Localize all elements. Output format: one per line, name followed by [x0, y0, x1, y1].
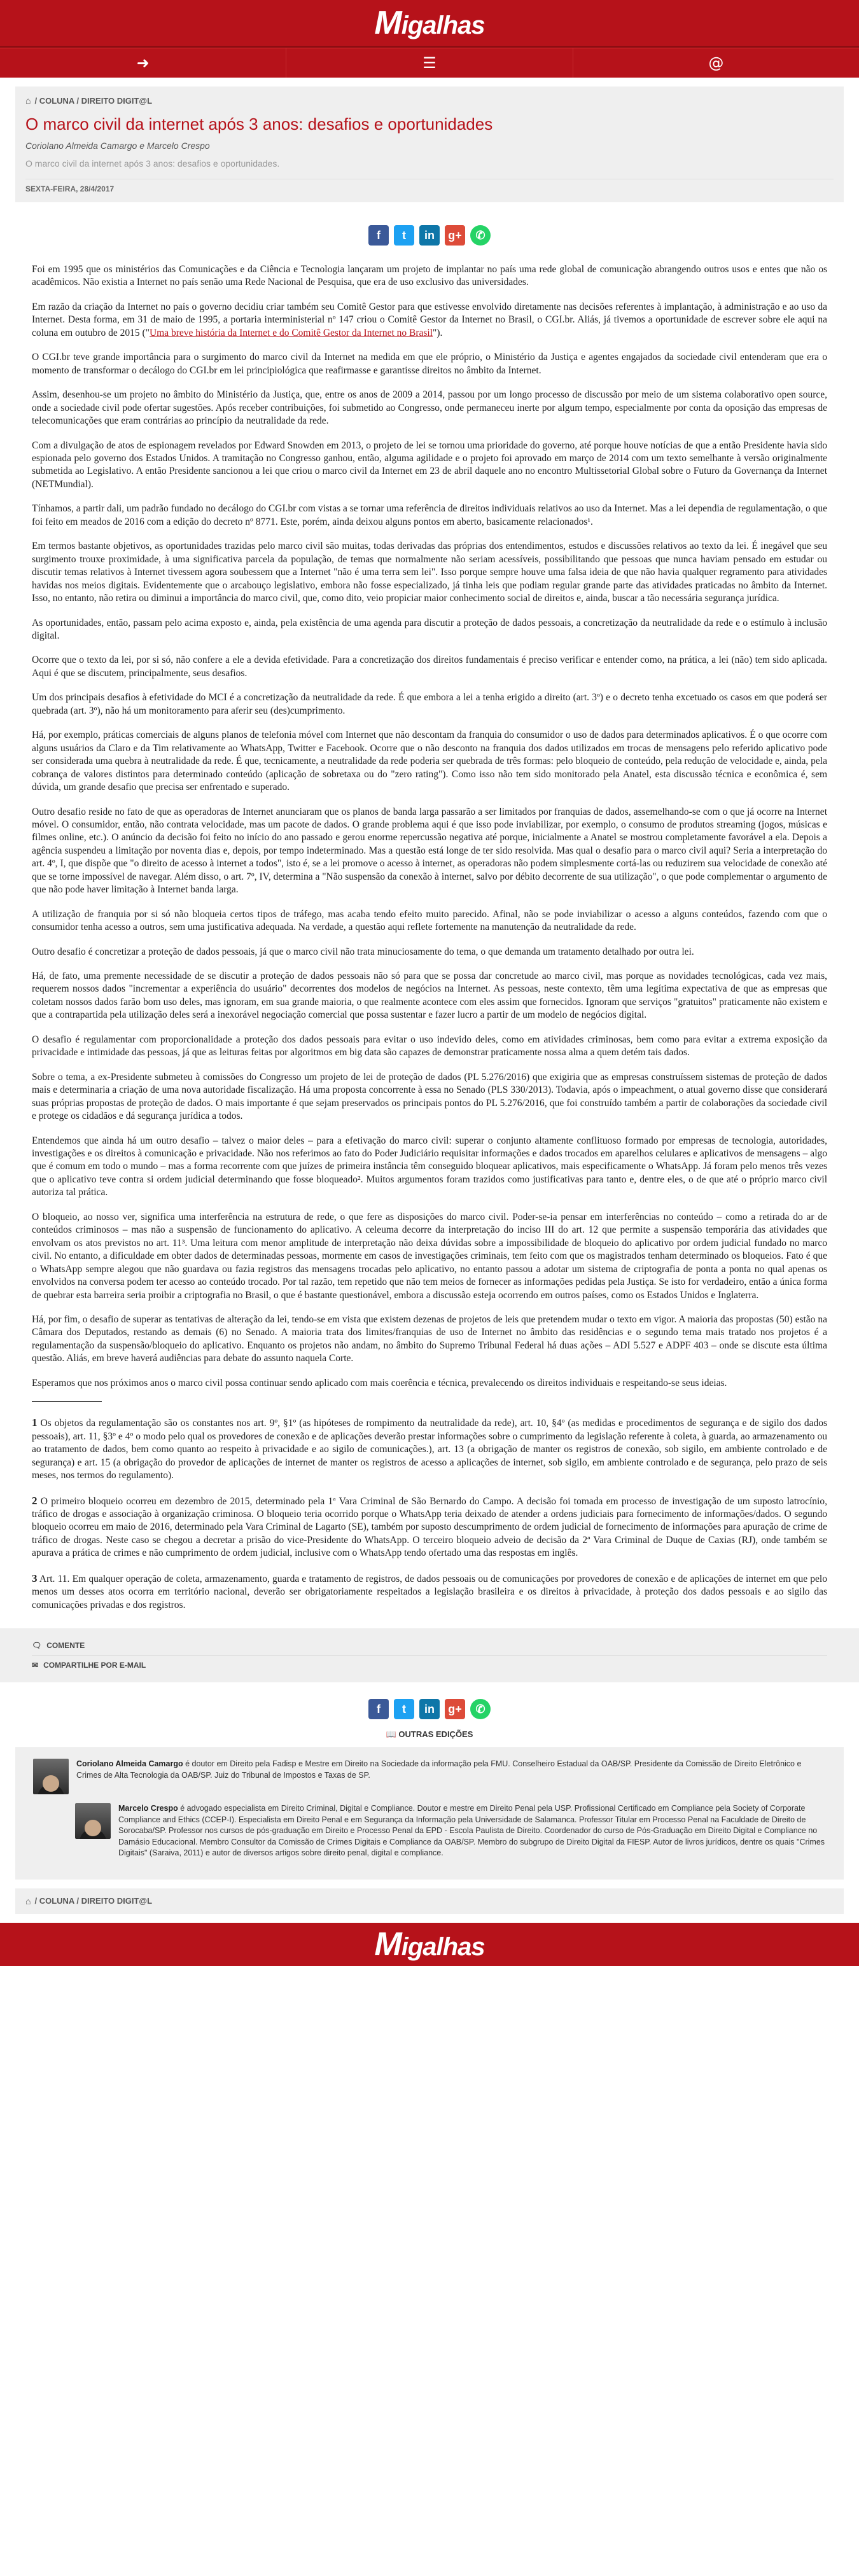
avatar — [75, 1803, 111, 1839]
paragraph-text: Em razão da criação da Internet no país o governo decidiu criar também seu Comitê Gestor para que estivesse envolvido diretamente nas decisões referentes à implantação, à administração e ao uso da Internet. Desta forma, em 31 de maio de 1995, a portaria interministerial nº 147 criou o Comitê Gestor da Internet no Brasil, o CGI.br. Aliás, já tivemos a oportunidade de escrever sobre ele aqui na coluna em outubro de 2015 (" — [32, 301, 827, 338]
paragraph: Há, de fato, uma premente necessidade de se discutir a proteção de dados pessoais não só para que se possa dar concretude ao marco civil, mas porque as novidades tecnológicas, cada vez mais, requerem nossos dados "incrementar a experiência do usuário" decorrentes dos modelos de negócios na Internet. As pessoas, neste contexto, têm uma legítima expectativa de que as empresas que coletam nossos dados farão bom uso deles, mas ignoram, em sua grande maioria, o que realmente acontece com eles assim que fornecidos. Ignoram que serviços "gratuitos" praticamente não existem e que a contrapartida pela utilização deles será a inexorável negociação comercial que possa sustentar e fazer lucro a partir de um modelo de negócios digital. — [32, 971, 827, 1021]
paragraph-text: "). — [433, 327, 443, 338]
bio-text — [118, 1803, 826, 1859]
breadcrumb-bottom — [15, 1888, 844, 1914]
paragraph: Ocorre que o texto da lei, por si só, não confere a ele a devida efetividade. Para a concretização dos direitos fundamentais é preciso verificar e entender como, na prática, a lei (não) tem sido aplicada. Aqui é que se discutem, principalmente, seus desafios. — [32, 654, 827, 679]
paragraph: Há, por exemplo, práticas comerciais de alguns planos de telefonia móvel com Internet que não descontam da franquia do consumidor o uso de dados para determinados aplicativos. É o que ocorre com alguns usuários da Claro e da Tim relativamente ao WhatsApp, Twitter e Facebook. Ocorre que o não desconto na franquia dos dados utilizados em trocas de mensagens pelo referido aplicativo pode ser considerada uma quebra à neutralidade da rede. É que, tecnicamente, a neutralidade da rede poderia ser quebrada de três formas: pelo bloqueio de conteúdo, pela redução de velocidade e, ainda, pela cobrança de valores distintos para determinado conteúdo (aplicação de sobretaxa ou do "zero rating"). Como isso não tem sido monitorado pela Anatel, esta discussão técnica e econômica é, sem dúvida, um grande desafio que precisa ser enfrentado e superado. — [32, 730, 827, 793]
footnote — [32, 1494, 827, 1560]
footnote-divider — [32, 1401, 102, 1402]
breadcrumb — [25, 95, 834, 106]
article-date: SEXTA-FEIRA, 28/4/2017 — [25, 179, 834, 193]
other-editions-label: OUTRAS EDIÇÕES — [398, 1729, 473, 1740]
comment-label: COMENTE — [46, 1641, 85, 1651]
home-icon[interactable]: ⌂ — [25, 95, 31, 106]
share-bar — [0, 225, 859, 246]
footnote-text: Os objetos da regulamentação são os constantes nos art. 9º, §1º (as hipóteses de rompimento da neutralidade da rede), art. 10, §4º (as medidas e procedimentos de segurança e de sigilo dos dados pessoais), art. 11, §3º e 4º o modo pelo qual os provedores de conexão e de aplicações deverão prestar informações sobre o cumprimento da legislação referente à coleta, à guarda, ao armazenamento ou ao tratamento de dados, bem como quanto ao respeito à privacidade e ao sigilo de comunicações.), art. 13 (a obrigação de manter os registros de conexão, sob sigilo, em ambiente controlado e de segurança) e art. 15 (a obrigação do provedor de aplicações de internet de manter os registros de acesso a aplicações de internet, sob sigilo, em ambiente controlado e de segurança, pelo prazo de seis meses, nos termos do regulamento). — [32, 1418, 827, 1481]
at-icon[interactable]: @ — [708, 54, 724, 72]
paragraph: Foi em 1995 que os ministérios das Comunicações e da Ciência e Tecnologia lançaram um projeto de implantar no país uma rede global de comunicação abrangendo outros usos e entes que não os acadêmicos. Não existia a Internet no país senão uma Rede Nacional de Pesquisa, que era de uso exclusivo das universidades. — [32, 264, 827, 288]
author-bio — [75, 1803, 826, 1859]
site-logo[interactable] — [374, 4, 484, 42]
site-footer — [0, 1923, 859, 1966]
email-icon: ✉ — [32, 1661, 39, 1670]
linkedin-icon[interactable]: in — [419, 1699, 440, 1719]
footnote-number: 1 — [32, 1416, 38, 1429]
author-bios — [15, 1747, 844, 1880]
author-description: é advogado especialista em Direito Criminal, Digital e Compliance. Doutor e mestre em Direito Penal pela USP. Profissional Certificado em Compliance pela Society of Corporate Compliance and Ethics (CCEP-I). Especialista em Direito Penal e em Segurança da Informação pela Universidade de Salamanca. Professor Titular em Processo Penal na Faculdade de Direito de Sorocaba/SP. Professor nos cursos de pós-graduação em Direito e Processo Penal da EPD - Escola Paulista de Direito. Coordenador do curso de Pós-Graduação em Direito Digital e Compliance no Damásio Educacional. Membro Consultor da Comissão de Crimes Digitais e Compliance da OAB/SP. Membro do subgrupo de Direito Digital da FIESP. Autor de livros jurídicos, dentre os quais "Crimes Digitais" (Saraiva, 2011) e autor de diversos artigos sobre direito penal, digital e compliance. — [118, 1804, 825, 1858]
article-subtitle: O marco civil da internet após 3 anos: desafios e oportunidades. — [25, 158, 280, 169]
footnote — [32, 1572, 827, 1612]
paragraph: Com a divulgação de atos de espionagem revelados por Edward Snowden em 2013, o projeto de lei se tornou uma prioridade do governo, até porque houve notícias de que a então Presidente havia sido espionada pelo governo dos Estados Unidos. A tramitação no Congresso ganhou, então, alguma agilidade e o projeto foi aprovado em março de 2014 com um texto semelhante à versão originalmente submetida ao Legislativo. A então Presidente sancionou a lei que criou o marco civil da Internet em 23 de abril daquele ano no encontro Multissetorial Global sobre o Futuro da Governança da Internet (NETMundial). — [32, 440, 827, 490]
paragraph: O CGI.br teve grande importância para o surgimento do marco civil da Internet na medida em que ele próprio, o Ministério da Justiça e agentes engajados da sociedade civil entenderam que era o momento de transformar o decálogo do CGI.br em lei principiológica que reafirmasse e garantisse direitos no âmbito da Internet. — [32, 352, 827, 376]
share-email-button[interactable] — [32, 1655, 827, 1675]
paragraph: Sobre o tema, a ex-Presidente submeteu à comissões do Congresso um projeto de lei de proteção de dados (PL 5.276/2016) que exigiria que as empresas construíssem sistemas de proteção de dados mais e determinaria a criação de uma nova autoridade fiscalização. Há uma proposta concorrente à essa no Senado (PLS 330/2013). Todavia, após o impeachment, o atual governo disse que considerará suas próprias propostas de proteção de dados. O mais importante é que sejam preservados os principais pontos do PL 5.276/2016, que foi construído também a partir de colaborações da sociedade civil e protege os cidadãos e dá segurança jurídica a todos. — [32, 1071, 827, 1122]
home-icon[interactable]: ⌂ — [25, 1895, 31, 1906]
breadcrumb — [25, 1896, 834, 1906]
footnote-text: Art. 11. Em qualquer operação de coleta, armazenamento, guarda e tratamento de registros, de dados pessoais ou de comunicações por provedores de conexão e de aplicações de internet em que pelo menos um desses atos ocorra em território nacional, deverão ser obrigatoriamente respeitados a legislação brasileira e os direitos à privacidade, à proteção dos dados pessoais e ao sigilo das comunicações privadas e dos registros. — [32, 1573, 827, 1610]
paragraph: Assim, desenhou-se um projeto no âmbito do Ministério da Justiça, que, entre os anos de 2009 a 2014, passou por um longo processo de discussão por meio de um sistema colaborativo open source, onde a sociedade civil pode ofertar sugestões. Após receber contribuições, foi submetido ao Congresso, onde permaneceu inerte por algum tempo, especialmente por conta da oposição das empresas de telecomunicações que eram contrárias ao princípio da neutralidade da rede. — [32, 389, 827, 427]
article-title: O marco civil da internet após 3 anos: desafios e oportunidades — [25, 114, 493, 134]
logo-initial: M — [374, 4, 402, 41]
paragraph — [32, 301, 827, 340]
article-actions — [0, 1628, 859, 1682]
logo-text: igalhas — [401, 11, 485, 39]
nav-bar — [0, 48, 859, 78]
whatsapp-icon[interactable]: ✆ — [470, 225, 491, 246]
paragraph: Em termos bastante objetivos, as oportunidades trazidas pelo marco civil são muitas, todas derivadas das próprias dos entendimentos, estudos e discussões relativos ao texto da lei. É inegável que seu surgimento trouxe proximidade, à uma significativa parcela da população, de temas que normalmente não seriam acessíveis, possibilitando que pessoas que nunca haviam pensado em estudar ou discutir temas relativos à Internet tivessem agora soubessem que a Internet "não é uma terra sem lei". Isso porque sempre houve uma falsa ideia de que não havia qualquer regramento para atividades havidas nos meios digitais. Evidentemente que o arcabouço legislativo, embora não fosse especializado, já tinha leis que podiam regular grande parte das atividades praticadas no âmbito da Internet. Isso, no entanto, não retira ou diminui a importância do marco civil, que, como dito, veio propiciar maior conhecimento social de direitos e, ainda, buscar a tão necessária segurança jurídica. — [32, 541, 827, 604]
footnote-number: 2 — [32, 1494, 38, 1507]
googleplus-icon[interactable]: g+ — [445, 1699, 465, 1719]
linkedin-icon[interactable]: in — [419, 225, 440, 246]
article-header — [15, 87, 844, 202]
bio-text — [76, 1759, 826, 1794]
site-header — [0, 0, 859, 48]
article-body — [0, 263, 859, 1612]
comment-button[interactable] — [32, 1636, 827, 1655]
logo-initial: M — [374, 1925, 402, 1963]
twitter-icon[interactable]: t — [394, 225, 414, 246]
paragraph: Outro desafio é concretizar a proteção de dados pessoais, já que o marco civil não trata minuciosamente do tema, o que demanda um tratamento detalhado por outra lei. — [32, 946, 694, 957]
breadcrumb-text[interactable]: / COLUNA / DIREITO DIGIT@L — [34, 95, 153, 106]
facebook-icon[interactable]: f — [368, 225, 389, 246]
paragraph: Outro desafio reside no fato de que as operadoras de Internet anunciaram que os planos de banda larga passarão a ser limitados por franquias de dados, assemelhando-se com o que já ocorre na Internet móvel. O consumidor, então, não contrata velocidade, mas um pacote de dados. O grande problema aqui é que isso pode inviabilizar, por exemplo, o consumo de produtos streaming (jogos, músicas e filmes online, etc.). O anúncio da decisão foi feito no início do ano passado e gerou enorme repercussão negativa até porque, inicialmente a Anatel se mostrou completamente favorável a ela. Depois a agência suspendeu a limitação por noventa dias e, depois, por tempo indeterminado. Mas a questão está longe de ter sido resolvida. Mas qual o desafio para o marco civil aqui? Seria a interpretação do art. 4º, I, que dispõe que "o direito de acesso à internet a todos", isto é, se a lei promove o acesso à internet, as operadoras não podem simplesmente cortá-las ou reduzirem sua velocidade de conexão até que se torne impossível de navegar. Além disso, o art. 7º, IV, determina a "Não suspensão da conexão à internet, salvo por débito decorrente de sua utilização", o que pode complementar o argumento de que não pode haver limitação à Internet banda larga. — [32, 806, 827, 896]
article-authors: Coriolano Almeida Camargo e Marcelo Crespo — [25, 141, 210, 151]
menu-icon[interactable]: ☰ — [286, 48, 573, 78]
author-name: Marcelo Crespo — [118, 1804, 178, 1813]
paragraph: O bloqueio, ao nosso ver, significa uma interferência na estrutura de rede, o que fere as disposições do marco civil. Poder-se-ia pensar em interferências no conteúdo – como a retirada do ar de conteúdos criminosos – mas não a suspensão de funcionamento do aplicativo. A celeuma decorre da interpretação do inciso III do art. 12 que permite a suspensão temporária das atividades que envolvam os atos previstos no art. 11³. Uma leitura com menor amplitude de interpretação não deixa dúvidas sobre a impossibilidade de bloqueio do aplicativo por ordem judicial fundado no marco civil. No entanto, a dificuldade em obter dados de determinadas pessoas, mormente em casos de investigações criminais, tem feito com que os magistrados tenham determinado os bloqueios. Fato é que o WhatsApp sempre alegou que não guardava ou fazia registros das mensagens trocadas pelo aplicativo, no entanto passou a adotar um sistema de criptografia de ponta a ponta no qual apenas os envolvidos na conversa podem ter acesso ao conteúdo trocado. Por tal razão, tem repetido que não tem meios de fornecer as informações pedidas pela Justiça. Se isto for verdadeiro, então a única forma de quebrar esta barreira seria proibir a criptografia no Brasil, o que é bastante questionável, embora a discussão esteja ocorrendo em outros países, como os Estados Unidos e Inglaterra. — [32, 1211, 827, 1301]
avatar — [33, 1759, 69, 1794]
paragraph: Tínhamos, a partir dali, um padrão fundado no decálogo do CGI.br com vistas a se tornar uma referência de direitos individuais relativos ao uso da Internet. Mas a lei dependia de regulamentação, o que foi feito em meados de 2016 com a edição do decreto nº 8771. Este, porém, ainda deixou alguns pontos em aberto, basicamente relacionados¹. — [32, 503, 827, 527]
whatsapp-icon[interactable]: ✆ — [470, 1699, 491, 1719]
author-description: é doutor em Direito pela Fadisp e Mestre em Direito na Sociedade da informação pela FMU. Conselheiro Estadual da OAB/SP. Presidente da Comissão de Direito Eletrônico e Crimes de Alta Tecnologia da OAB/SP. Juiz do Tribunal de Impostos e Taxas de SP. — [76, 1759, 802, 1780]
share-email-label: COMPARTILHE POR E-MAIL — [43, 1661, 146, 1670]
breadcrumb-text[interactable]: / COLUNA / DIREITO DIGIT@L — [34, 1896, 153, 1906]
book-icon: 📖 — [386, 1729, 396, 1740]
paragraph: Entendemos que ainda há um outro desafio – talvez o maior deles – para a efetivação do marco civil: superar o conjunto altamente conflituoso formado por empresas de tecnologia, autoridades, investigações e os direitos à comunicação e privacidade. Não nos referimos ao fato do Poder Judiciário requisitar informações e dados trocados em aparelhos celulares e aplicativos de mensagens – algo que é comum em todo o mundo – mas a forma recorrente com que juízes de primeira instância têm conseguido bloquear aplicativos, mais especificamente o WhatsApp. Já foram pelo menos três vezes que o aplicativo teve contra si ordem judicial determinando que fosse bloqueado². Muitos argumentos foram trazidos como justificativas para tanto e, dentre eles, o de que até o próprio marco civil autoriza tal prática. — [32, 1135, 827, 1198]
other-editions-link[interactable] — [0, 1729, 859, 1740]
paragraph: O desafio é regulamentar com proporcionalidade a proteção dos dados pessoais para evitar o uso indevido deles, como em atividades criminosas, bem como para evitar a extrema exposição da privacidade e intimidade das pessoas, já que as leituras feitas por algoritmos em big data são capazes de demonstrar praticamente nossa alma a quem detém tais dados. — [32, 1034, 827, 1058]
paragraph: A utilização de franquia por si só não bloqueia certos tipos de tráfego, mas acaba tendo efeito muito parecido. Afinal, não se pode inviabilizar o acesso a alguns conteúdos, fazendo com que o consumidor tenha acesso a outros, sem uma justificativa adequada. Na verdade, a questão aqui reflete fortemente na manutenção da neutralidade da rede. — [32, 908, 827, 933]
footnote — [32, 1416, 827, 1482]
twitter-icon[interactable]: t — [394, 1699, 414, 1719]
share-bar-bottom — [0, 1699, 859, 1719]
paragraph: Um dos principais desafios à efetividade do MCI é a concretização da neutralidade da rede. É que embora a lei a tenha erigido a direito (art. 3º) e o decreto tenha excetuado os casos em que poderá ser quebrada (art. 3º), não há um monitoramento para aferir seu (des)cumprimento. — [32, 692, 827, 716]
paragraph: Há, por fim, o desafio de superar as tentativas de alteração da lei, tendo-se em vista que existem dezenas de projetos de leis que pretendem mudar o texto em vigor. A maioria das propostas (50) estão na Câmara dos Deputados, restando as demais (6) no Senado. A maioria trata dos limites/franquias de uso de Internet no âmbito das residências e o segundo tema mais tratado nos projetos é a regulamentação da suspensão/bloqueio do aplicativo. Enquanto os projetos não andam, no âmbito do Supremo Tribunal Federal há duas ações – ADI 5.527 e ADPF 403 – onde se discute esta última questão. Aliás, em breve haverá audiências para debate do assunto naquela Corte. — [32, 1314, 827, 1364]
author-name: Coriolano Almeida Camargo — [76, 1759, 183, 1769]
footer-logo[interactable] — [374, 1925, 484, 1963]
logo-text: igalhas — [401, 1932, 485, 1961]
facebook-icon[interactable]: f — [368, 1699, 389, 1719]
paragraph: Esperamos que nos próximos anos o marco civil possa continuar sendo aplicado com mais coerência e técnica, prevalecendo os direitos individuais e respeitando-se seus ideias. — [32, 1377, 727, 1388]
paragraph: As oportunidades, então, passam pelo acima exposto e, ainda, pela existência de uma agenda para discutir a proteção de dados pessoais, a concretização da neutralidade da rede e o estímulo à inclusão digital. — [32, 617, 827, 641]
comment-icon: 🗨 — [32, 1641, 42, 1651]
googleplus-icon[interactable]: g+ — [445, 225, 465, 246]
author-bio — [33, 1759, 826, 1794]
footnote-text: O primeiro bloqueio ocorreu em dezembro de 2015, determinado pela 1ª Vara Criminal de São Bernardo do Campo. A decisão foi tomada em processo de investigação de um suposto latrocínio, tráfico de drogas e associação à organização criminosa. O bloqueio teria ocorrido porque o WhatsApp teria deixado de atender a ordens judiciais para fornecimento de informações/dados. O segundo bloqueio ocorreu em maio de 2016, determinado pela Vara Criminal de Lagarto (SE), também por suposto descumprimento de ordem judicial de fornecimento de informações para apuração de crime de tráfico de drogas. Neste caso se chegou a decretar a prisão do vice-Presidente do WhatsApp. O terceiro bloqueio adveio de decisão da 2ª Vara Criminal de Duque de Caxias (RJ), onde também se apurava a prática de crimes e não cumprimento de ordem judicial, inclusive com o WhatsApp tendo ofertado uma das respostas em inglês. — [32, 1495, 827, 1559]
cgi-history-link[interactable]: Uma breve história da Internet e do Comitê Gestor da Internet no Brasil — [149, 327, 433, 338]
sign-in-icon[interactable]: ➜ — [0, 48, 286, 78]
footnote-number: 3 — [32, 1572, 38, 1584]
